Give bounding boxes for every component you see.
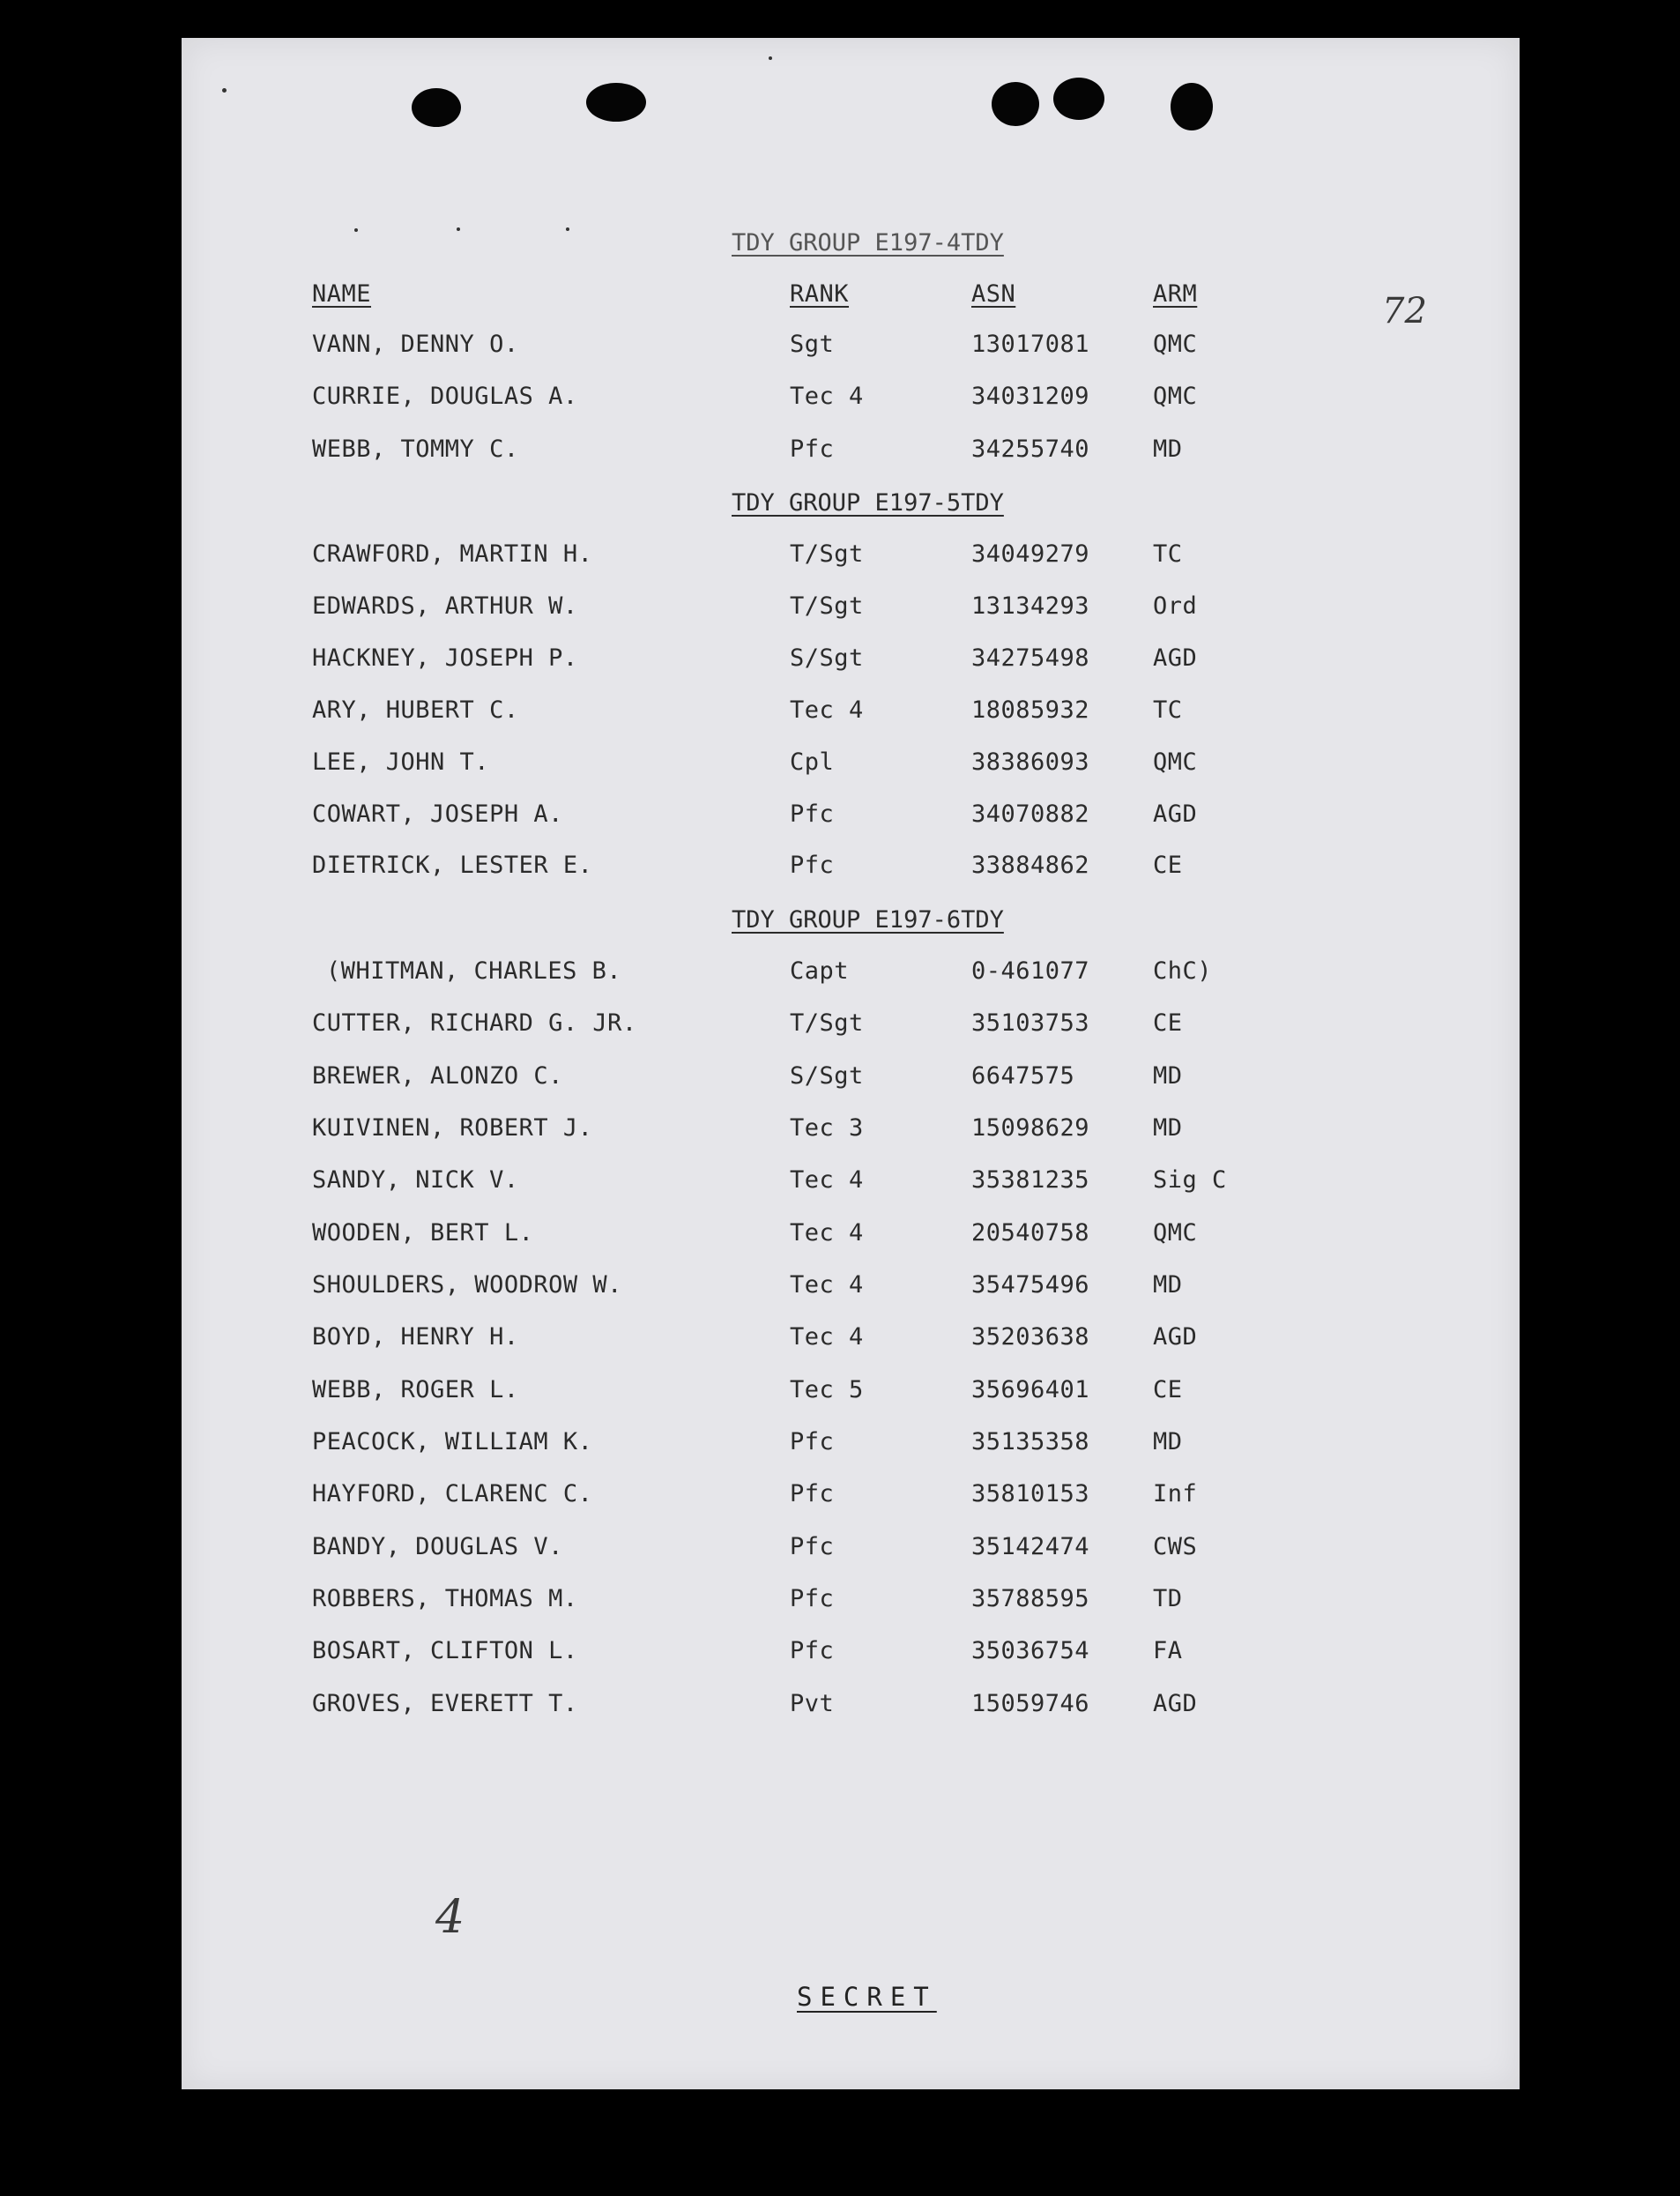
cell-name: BANDY, DOUGLAS V. [312, 1533, 563, 1560]
cell-rank: Tec 4 [790, 696, 864, 724]
cell-asn: 34031209 [971, 383, 1090, 410]
table-row [0, 1376, 1680, 1411]
cell-name: WEBB, TOMMY C. [312, 435, 519, 463]
cell-name: PEACOCK, WILLIAM K. [312, 1428, 593, 1455]
cell-asn: 35475496 [971, 1271, 1090, 1299]
table-row [0, 800, 1680, 836]
header-arm: ARM [1153, 280, 1198, 308]
table-row [0, 1428, 1680, 1463]
cell-asn: 35103753 [971, 1009, 1090, 1037]
cell-rank: Sgt [790, 331, 835, 358]
table-row [0, 748, 1680, 784]
classification-marking: SECRET [797, 1982, 937, 2012]
cell-name: ROBBERS, THOMAS M. [312, 1585, 578, 1612]
cell-asn: 35036754 [971, 1637, 1090, 1664]
table-row [0, 1062, 1680, 1098]
cell-name: HAYFORD, CLARENC C. [312, 1480, 593, 1507]
cell-asn: 13134293 [971, 592, 1090, 620]
cell-asn: 34049279 [971, 540, 1090, 568]
table-row [0, 592, 1680, 628]
cell-arm: QMC [1153, 1219, 1198, 1247]
cell-asn: 38386093 [971, 748, 1090, 776]
cell-rank: Tec 4 [790, 1166, 864, 1194]
cell-arm: CE [1153, 852, 1183, 879]
cell-asn: 0-461077 [971, 957, 1090, 985]
handwritten-page-number: 72 [1382, 291, 1427, 331]
punch-hole [1053, 78, 1104, 120]
cell-asn: 34070882 [971, 800, 1090, 828]
cell-arm: QMC [1153, 748, 1198, 776]
dust-speck [354, 228, 358, 232]
cell-arm: Inf [1153, 1480, 1198, 1507]
table-row [0, 1219, 1680, 1254]
cell-arm: Sig C [1153, 1166, 1227, 1194]
cell-name: CURRIE, DOUGLAS A. [312, 383, 578, 410]
cell-arm: MD [1153, 1428, 1183, 1455]
table-row [0, 1690, 1680, 1725]
table-row [0, 1323, 1680, 1359]
table-row [0, 435, 1680, 471]
cell-name: LEE, JOHN T. [312, 748, 490, 776]
header-name: NAME [312, 280, 372, 308]
cell-arm: ChC) [1153, 957, 1213, 985]
cell-name: BREWER, ALONZO C. [312, 1062, 563, 1090]
punch-hole [992, 82, 1039, 126]
table-row [0, 1166, 1680, 1202]
cell-asn: 35203638 [971, 1323, 1090, 1351]
cell-rank: Pfc [790, 435, 835, 463]
cell-name: HACKNEY, JOSEPH P. [312, 644, 578, 672]
dust-speck [222, 88, 227, 93]
cell-asn: 6647575 [971, 1062, 1075, 1090]
cell-arm: AGD [1153, 644, 1198, 672]
cell-name: (WHITMAN, CHARLES B. [326, 957, 622, 985]
cell-name: KUIVINEN, ROBERT J. [312, 1114, 593, 1142]
cell-asn: 20540758 [971, 1219, 1090, 1247]
cell-rank: Tec 4 [790, 1219, 864, 1247]
cell-arm: TC [1153, 540, 1183, 568]
cell-rank: Pfc [790, 1637, 835, 1664]
group-title: TDY GROUP E197-4TDY [732, 229, 1004, 257]
cell-name: VANN, DENNY O. [312, 331, 519, 358]
cell-arm: MD [1153, 1062, 1183, 1090]
cell-arm: TC [1153, 696, 1183, 724]
table-row [0, 696, 1680, 732]
cell-name: SANDY, NICK V. [312, 1166, 519, 1194]
punch-hole [586, 83, 646, 122]
group-title: TDY GROUP E197-5TDY [732, 489, 1004, 517]
cell-arm: Ord [1153, 592, 1198, 620]
table-row [0, 383, 1680, 418]
cell-rank: Tec 4 [790, 383, 864, 410]
punch-hole [412, 88, 461, 127]
cell-name: WOODEN, BERT L. [312, 1219, 534, 1247]
cell-asn: 18085932 [971, 696, 1090, 724]
cell-name: SHOULDERS, WOODROW W. [312, 1271, 622, 1299]
table-row [0, 1114, 1680, 1150]
punch-hole [1171, 83, 1213, 130]
cell-asn: 34255740 [971, 435, 1090, 463]
cell-name: BOSART, CLIFTON L. [312, 1637, 578, 1664]
cell-rank: T/Sgt [790, 1009, 864, 1037]
handwritten-mark: 4 [435, 1891, 465, 1944]
cell-rank: Pfc [790, 1428, 835, 1455]
cell-arm: FA [1153, 1637, 1183, 1664]
cell-asn: 35810153 [971, 1480, 1090, 1507]
cell-asn: 35381235 [971, 1166, 1090, 1194]
dust-speck [566, 227, 569, 231]
group-title: TDY GROUP E197-6TDY [732, 906, 1004, 934]
cell-asn: 34275498 [971, 644, 1090, 672]
cell-arm: AGD [1153, 1690, 1198, 1717]
cell-arm: CE [1153, 1376, 1183, 1403]
cell-name: ARY, HUBERT C. [312, 696, 519, 724]
cell-arm: QMC [1153, 331, 1198, 358]
cell-rank: T/Sgt [790, 540, 864, 568]
cell-name: COWART, JOSEPH A. [312, 800, 563, 828]
cell-rank: S/Sgt [790, 644, 864, 672]
table-row [0, 1533, 1680, 1568]
cell-arm: AGD [1153, 1323, 1198, 1351]
cell-rank: Tec 4 [790, 1271, 864, 1299]
cell-rank: Pfc [790, 1533, 835, 1560]
cell-asn: 13017081 [971, 331, 1090, 358]
cell-rank: Pfc [790, 800, 835, 828]
cell-rank: Capt [790, 957, 850, 985]
cell-asn: 15059746 [971, 1690, 1090, 1717]
cell-name: WEBB, ROGER L. [312, 1376, 519, 1403]
cell-arm: AGD [1153, 800, 1198, 828]
table-row [0, 957, 1680, 993]
cell-asn: 35135358 [971, 1428, 1090, 1455]
cell-name: GROVES, EVERETT T. [312, 1690, 578, 1717]
dust-speck [769, 56, 772, 60]
dust-speck [457, 227, 460, 231]
table-row [0, 644, 1680, 680]
cell-rank: Pfc [790, 852, 835, 879]
cell-rank: Pfc [790, 1585, 835, 1612]
cell-arm: MD [1153, 1114, 1183, 1142]
cell-name: CUTTER, RICHARD G. JR. [312, 1009, 637, 1037]
cell-asn: 35788595 [971, 1585, 1090, 1612]
table-row [0, 331, 1680, 366]
table-row [0, 1271, 1680, 1306]
cell-asn: 35696401 [971, 1376, 1090, 1403]
cell-arm: MD [1153, 1271, 1183, 1299]
table-row [0, 1585, 1680, 1620]
cell-rank: Cpl [790, 748, 835, 776]
cell-rank: Tec 4 [790, 1323, 864, 1351]
cell-arm: CE [1153, 1009, 1183, 1037]
cell-asn: 15098629 [971, 1114, 1090, 1142]
cell-rank: Tec 5 [790, 1376, 864, 1403]
table-row [0, 540, 1680, 576]
cell-rank: T/Sgt [790, 592, 864, 620]
cell-name: BOYD, HENRY H. [312, 1323, 519, 1351]
cell-asn: 33884862 [971, 852, 1090, 879]
cell-arm: TD [1153, 1585, 1183, 1612]
table-row [0, 1637, 1680, 1672]
cell-rank: S/Sgt [790, 1062, 864, 1090]
cell-rank: Tec 3 [790, 1114, 864, 1142]
header-asn: ASN [971, 280, 1016, 308]
cell-arm: MD [1153, 435, 1183, 463]
cell-name: CRAWFORD, MARTIN H. [312, 540, 593, 568]
cell-arm: QMC [1153, 383, 1198, 410]
cell-arm: CWS [1153, 1533, 1198, 1560]
table-row [0, 1480, 1680, 1515]
cell-asn: 35142474 [971, 1533, 1090, 1560]
cell-name: EDWARDS, ARTHUR W. [312, 592, 578, 620]
cell-rank: Pfc [790, 1480, 835, 1507]
header-rank: RANK [790, 280, 850, 308]
cell-rank: Pvt [790, 1690, 835, 1717]
table-row [0, 1009, 1680, 1045]
cell-name: DIETRICK, LESTER E. [312, 852, 593, 879]
table-row [0, 852, 1680, 887]
